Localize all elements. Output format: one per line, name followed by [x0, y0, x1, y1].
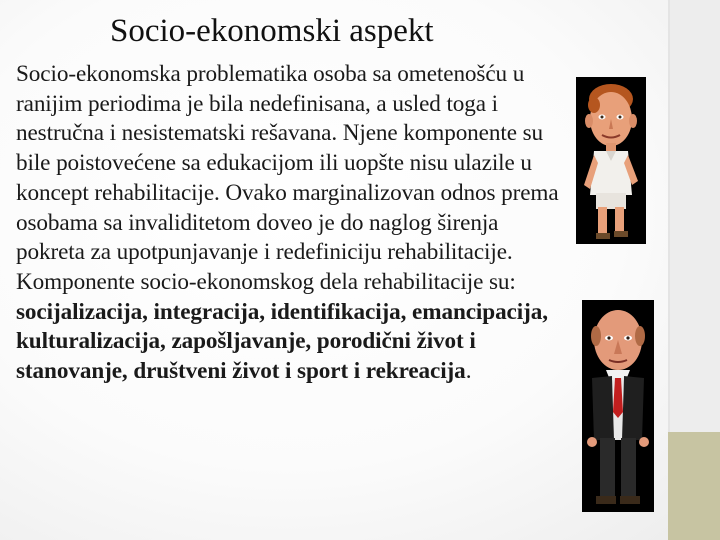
body-text-bold: socijalizacija, integracija, identifikacija, emancipacija, kulturalizacija, zapošljavanje, porodični život i stanovanje, društveni život i sport i rekreacija	[16, 298, 548, 385]
cartoon-man-icon	[582, 300, 654, 512]
body-text-plain: Socio-ekonomska problematika osoba sa ometenošću u ranijim periodima je bila nedefinisana, a usled toga i nestručna i nesistematski rešavana. Njene komponente su bile poistovećene sa edukacijom ili uopšte nisu ulazile u koncept rehabilitacije. Ovako marginalizovan odnos prema osobama sa invaliditetom doveo je do naglog širenja pokreta za upotpunjavanje i redefiniciju rehabilitacije. Komponente socio-ekonomskog dela rehabilitacije su:	[16, 61, 559, 295]
cartoon-figure-top-image	[576, 77, 646, 244]
cartoon-figure-bottom-image	[582, 300, 654, 512]
slide-body-text	[16, 60, 566, 387]
cartoon-boy-icon	[576, 77, 646, 244]
slide-title: Socio-ekonomski aspekt	[110, 13, 434, 49]
body-text-end: .	[465, 358, 472, 385]
side-decoration-line	[668, 0, 670, 432]
side-decoration-bar	[668, 0, 720, 432]
accent-decoration-block	[668, 432, 720, 540]
